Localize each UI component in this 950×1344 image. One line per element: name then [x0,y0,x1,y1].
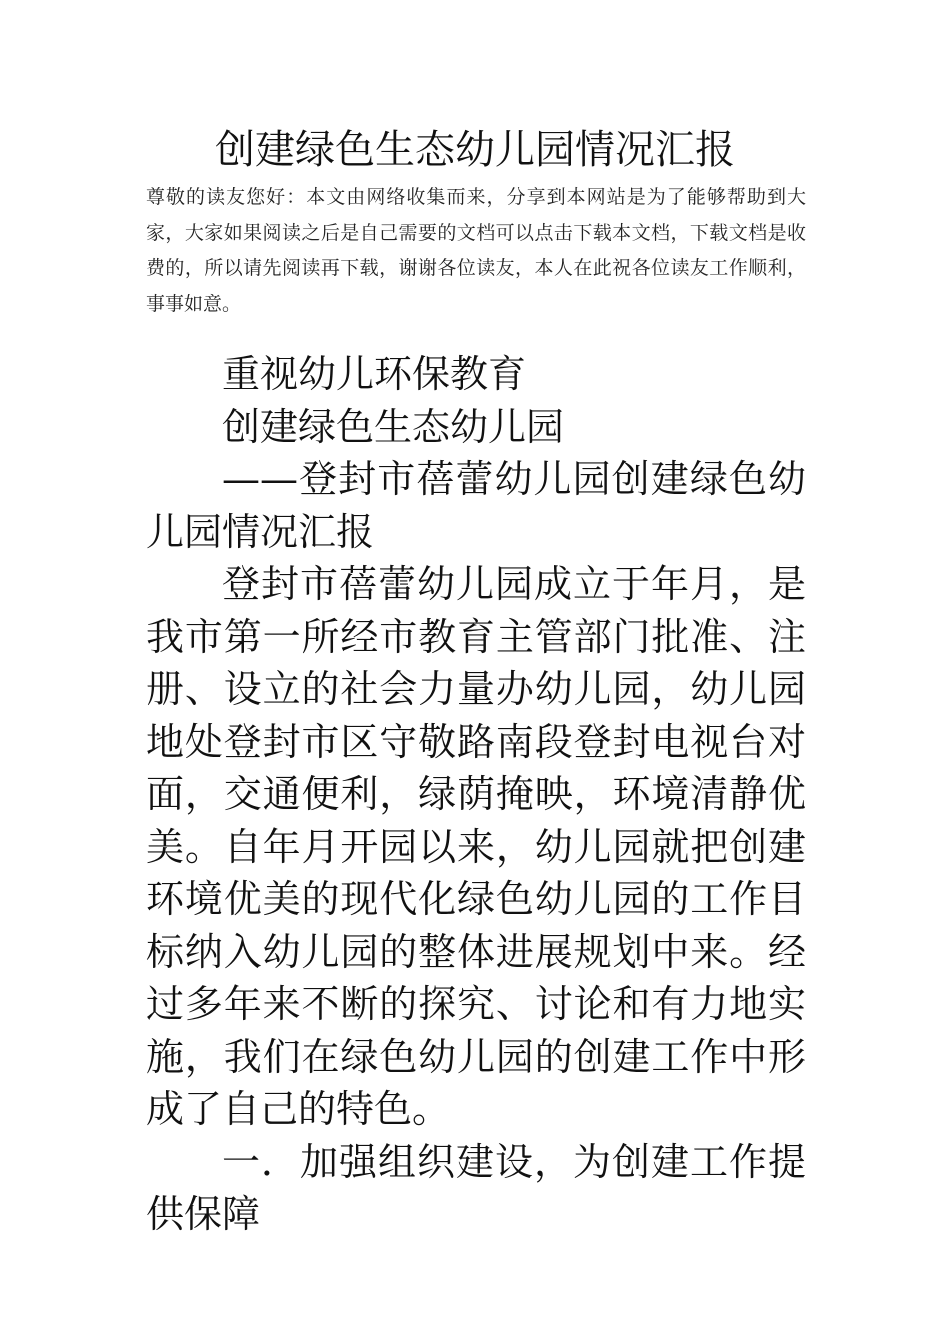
document-title: 创建绿色生态幼儿园情况汇报 [215,127,735,173]
heading-line-1: 重视幼儿环保教育 [222,352,527,396]
document-body [146,348,806,1241]
body-paragraph: 登封市蓓蕾幼儿园成立于年月，是我市第一所经市教育主管部门批准、注册、设立的社会力量办幼儿园，幼儿园地处登封市区守敬路南段登封电视台对面，交通便利，绿荫掩映，环境清静优美。自年月开园以来，幼儿园就把创建环境优美的现代化绿色幼儿园的工作目标纳入幼儿园的整体进展规划中来。经过多年来不断的探究、讨论和有力地实施，我们在绿色幼儿园的创建工作中形成了自己的特色。 [146,562,806,1131]
subtitle-line: ——登封市蓓蕾幼儿园创建绿色幼儿园情况汇报 [146,457,806,554]
heading-line-2: 创建绿色生态幼儿园 [222,404,565,449]
section-heading: 一．加强组织建设，为创建工作提供保障 [146,1139,806,1236]
reader-notice: 尊敬的读友您好：本文由网络收集而来，分享到本网站是为了能够帮助到大家，大家如果阅读之后是自己需要的文档可以点击下载本文档，下载文档是收费的，所以请先阅读再下载，谢谢各位读友，本人在此祝各位读友工作顺利，事事如意。 [146,186,806,315]
